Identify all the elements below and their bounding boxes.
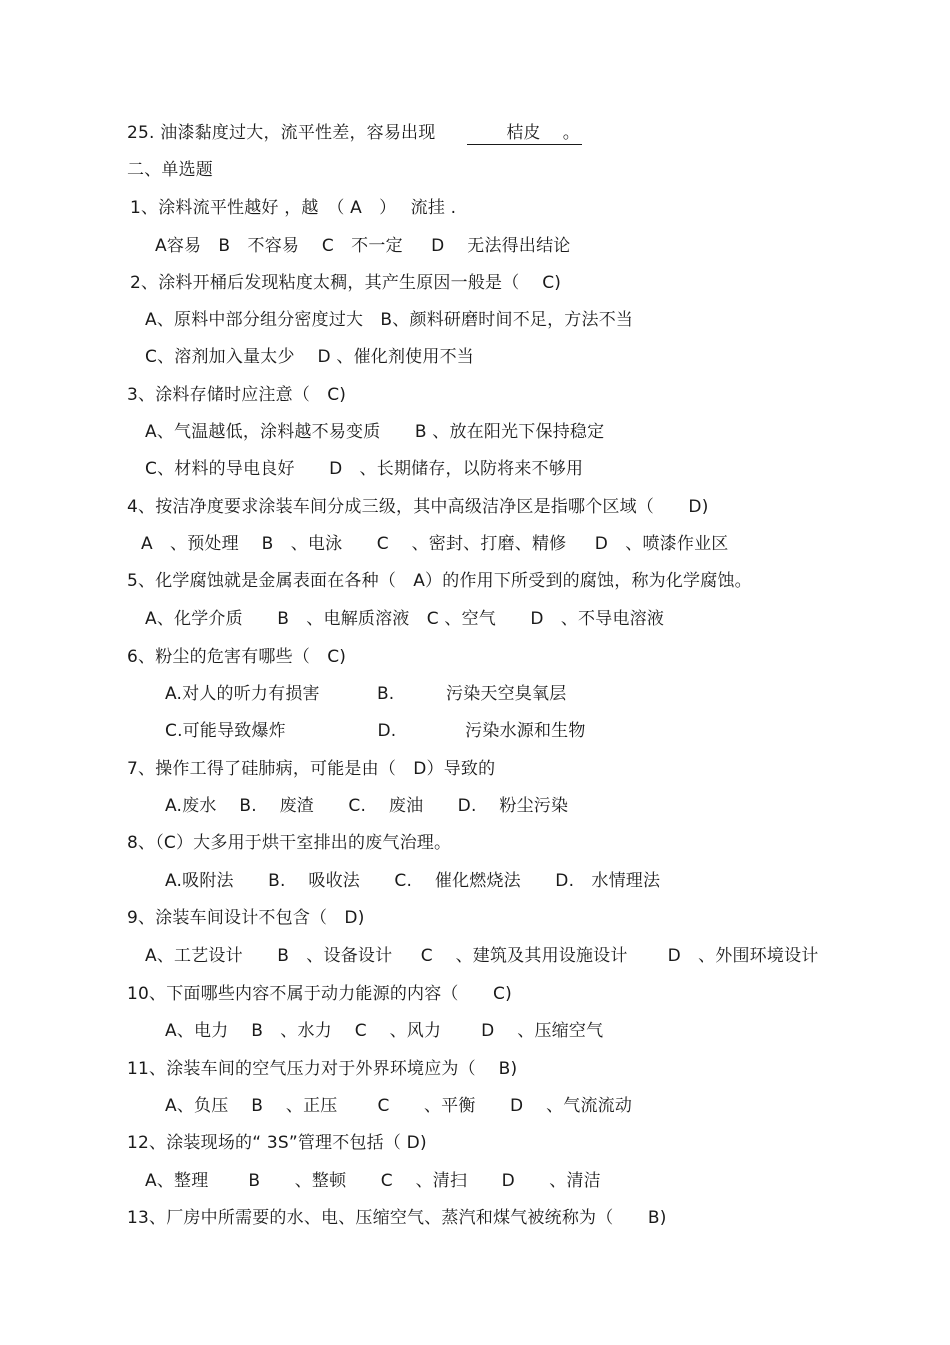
options-3b: C、材料的导电良好 D 、长期储存，以防将来不够用 bbox=[145, 459, 584, 479]
options-4: A 、预处理 B 、电泳 C 、密封、打磨、精修 D 、喷漆作业区 bbox=[141, 534, 729, 554]
question-2: 2、涂料开桶后发现粘度太稠，其产生原因一般是（ C) bbox=[130, 273, 562, 293]
question-3: 3、涂料存储时应注意（ C) bbox=[127, 385, 347, 405]
options-6a: A.对人的听力有损害 B. 污染天空臭氧层 bbox=[165, 684, 567, 704]
options-1: A容易 B 不容易 C 不一定 D 无法得出结论 bbox=[155, 236, 571, 256]
question-10: 10、下面哪些内容不属于动力能源的内容（ C) bbox=[127, 984, 512, 1004]
section-heading: 二、单选题 bbox=[127, 160, 213, 180]
answer-blank-25: 桔皮 。 bbox=[467, 122, 582, 145]
options-2b: C、溶剂加入量太少 D 、催化剂使用不当 bbox=[145, 347, 474, 367]
question-11: 11、涂装车间的空气压力对于外界环境应为（ B) bbox=[127, 1059, 518, 1079]
question-25: 25. 油漆黏度过大，流平性差，容易出现 bbox=[127, 123, 436, 143]
options-5: A、化学介质 B 、电解质溶液 C 、空气 D 、不导电溶液 bbox=[145, 609, 665, 629]
question-6: 6、粉尘的危害有哪些（ C) bbox=[127, 647, 347, 667]
question-9: 9、涂装车间设计不包含（ D) bbox=[127, 908, 365, 928]
question-5: 5、化学腐蚀就是金属表面在各种（ A）的作用下所受到的腐蚀，称为化学腐蚀。 bbox=[127, 571, 752, 591]
options-12: A、整理 B 、整顿 C 、清扫 D 、清洁 bbox=[145, 1171, 601, 1191]
question-7: 7、操作工得了硅肺病，可能是由（ D）导致的 bbox=[127, 759, 496, 779]
options-7: A.废水 B. 废渣 C. 废油 D. 粉尘污染 bbox=[165, 796, 569, 816]
question-4: 4、按洁净度要求涂装车间分成三级，其中高级洁净区是指哪个区域（ D) bbox=[127, 497, 709, 517]
question-13: 13、厂房中所需要的水、电、压缩空气、蒸汽和煤气被统称为（ B) bbox=[127, 1208, 667, 1228]
options-8: A.吸附法 B. 吸收法 C. 催化燃烧法 D. 水情理法 bbox=[165, 871, 661, 891]
question-12: 12、涂装现场的“ 3S”管理不包括（ D) bbox=[127, 1133, 427, 1153]
options-11: A、负压 B 、正压 C 、平衡 D 、气流流动 bbox=[165, 1096, 633, 1116]
options-9: A、工艺设计 B 、设备设计 C 、建筑及其用设施设计 D 、外围环境设计 bbox=[145, 946, 819, 966]
options-3a: A、气温越低，涂料越不易变质 B 、放在阳光下保持稳定 bbox=[145, 422, 605, 442]
options-10: A、电力 B 、水力 C 、风力 D 、压缩空气 bbox=[165, 1021, 604, 1041]
question-8: 8、（C）大多用于烘干室排出的废气治理。 bbox=[127, 833, 452, 853]
options-2a: A、原料中部分组分密度过大 B、颜料研磨时间不足，方法不当 bbox=[145, 310, 634, 330]
options-6b: C.可能导致爆炸 D. 污染水源和生物 bbox=[165, 721, 586, 741]
question-1: 1、涂料流平性越好 ，越 （ A ） 流挂 . bbox=[130, 198, 457, 218]
